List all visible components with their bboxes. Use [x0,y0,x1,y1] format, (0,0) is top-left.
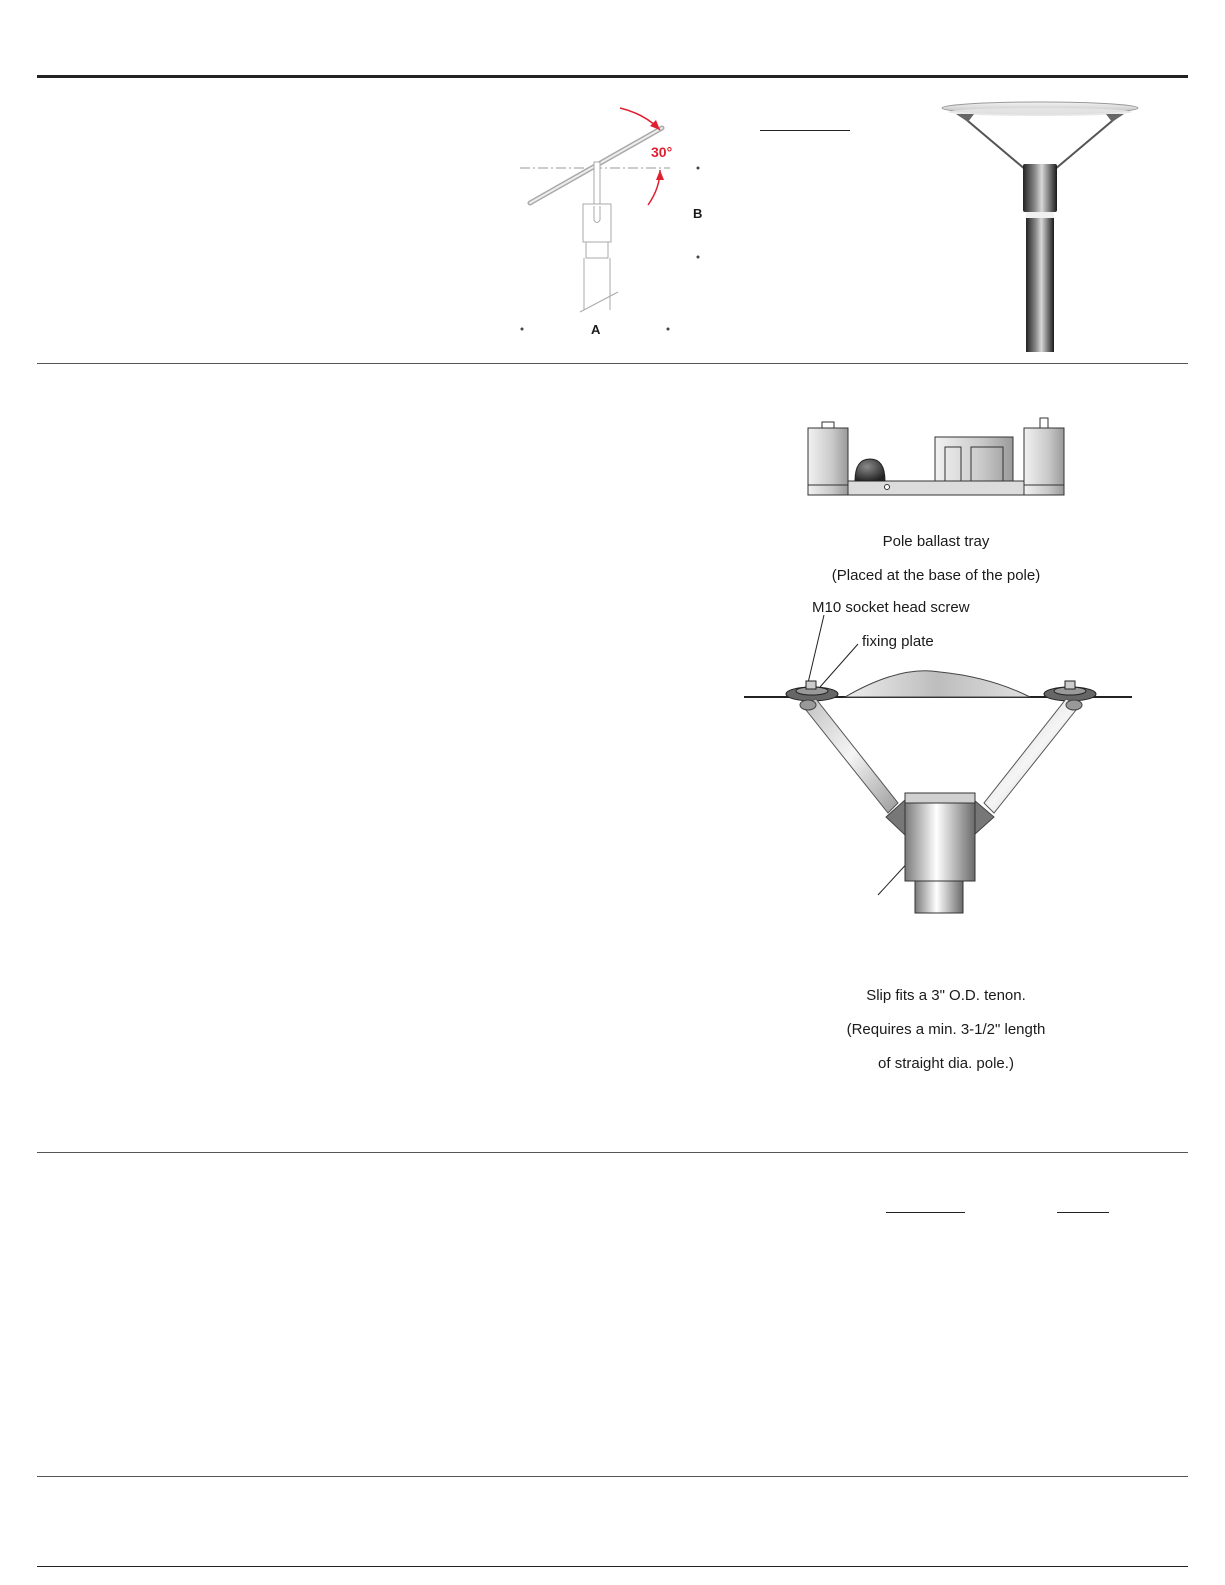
heading-underline-3 [1057,1212,1109,1213]
tenon-caption-line3: of straight dia. pole.) [878,1055,1014,1072]
heading-underline-2 [886,1212,965,1213]
ballast-tray-illustration [805,415,1067,500]
bottom-rule [37,1566,1188,1567]
dimension-b-label: B [693,206,703,221]
aiming-diagram [500,100,730,350]
top-rule [37,75,1188,78]
heading-underline-1 [760,130,850,131]
ballast-tray-caption-line2: (Placed at the base of the pole) [831,567,1041,584]
section-divider-3 [37,1476,1188,1477]
tenon-caption [800,970,1092,1089]
product-photo [940,100,1140,352]
section-divider-1 [37,363,1188,364]
fixing-plate-label: fixing plate [862,633,934,650]
ballast-tray-caption [786,516,1086,601]
ballast-tray-caption-line1: Pole ballast tray [882,533,990,550]
section-divider-2 [37,1152,1188,1153]
angle-label: 30° [651,144,673,160]
screw-label: M10 socket head screw [812,599,970,616]
tenon-caption-line2: (Requires a min. 3-1/2" length [846,1021,1046,1038]
mounting-detail-illustration [740,595,1140,925]
dimension-a-label: A [591,322,601,337]
tenon-caption-line1: Slip fits a 3" O.D. tenon. [866,987,1026,1004]
